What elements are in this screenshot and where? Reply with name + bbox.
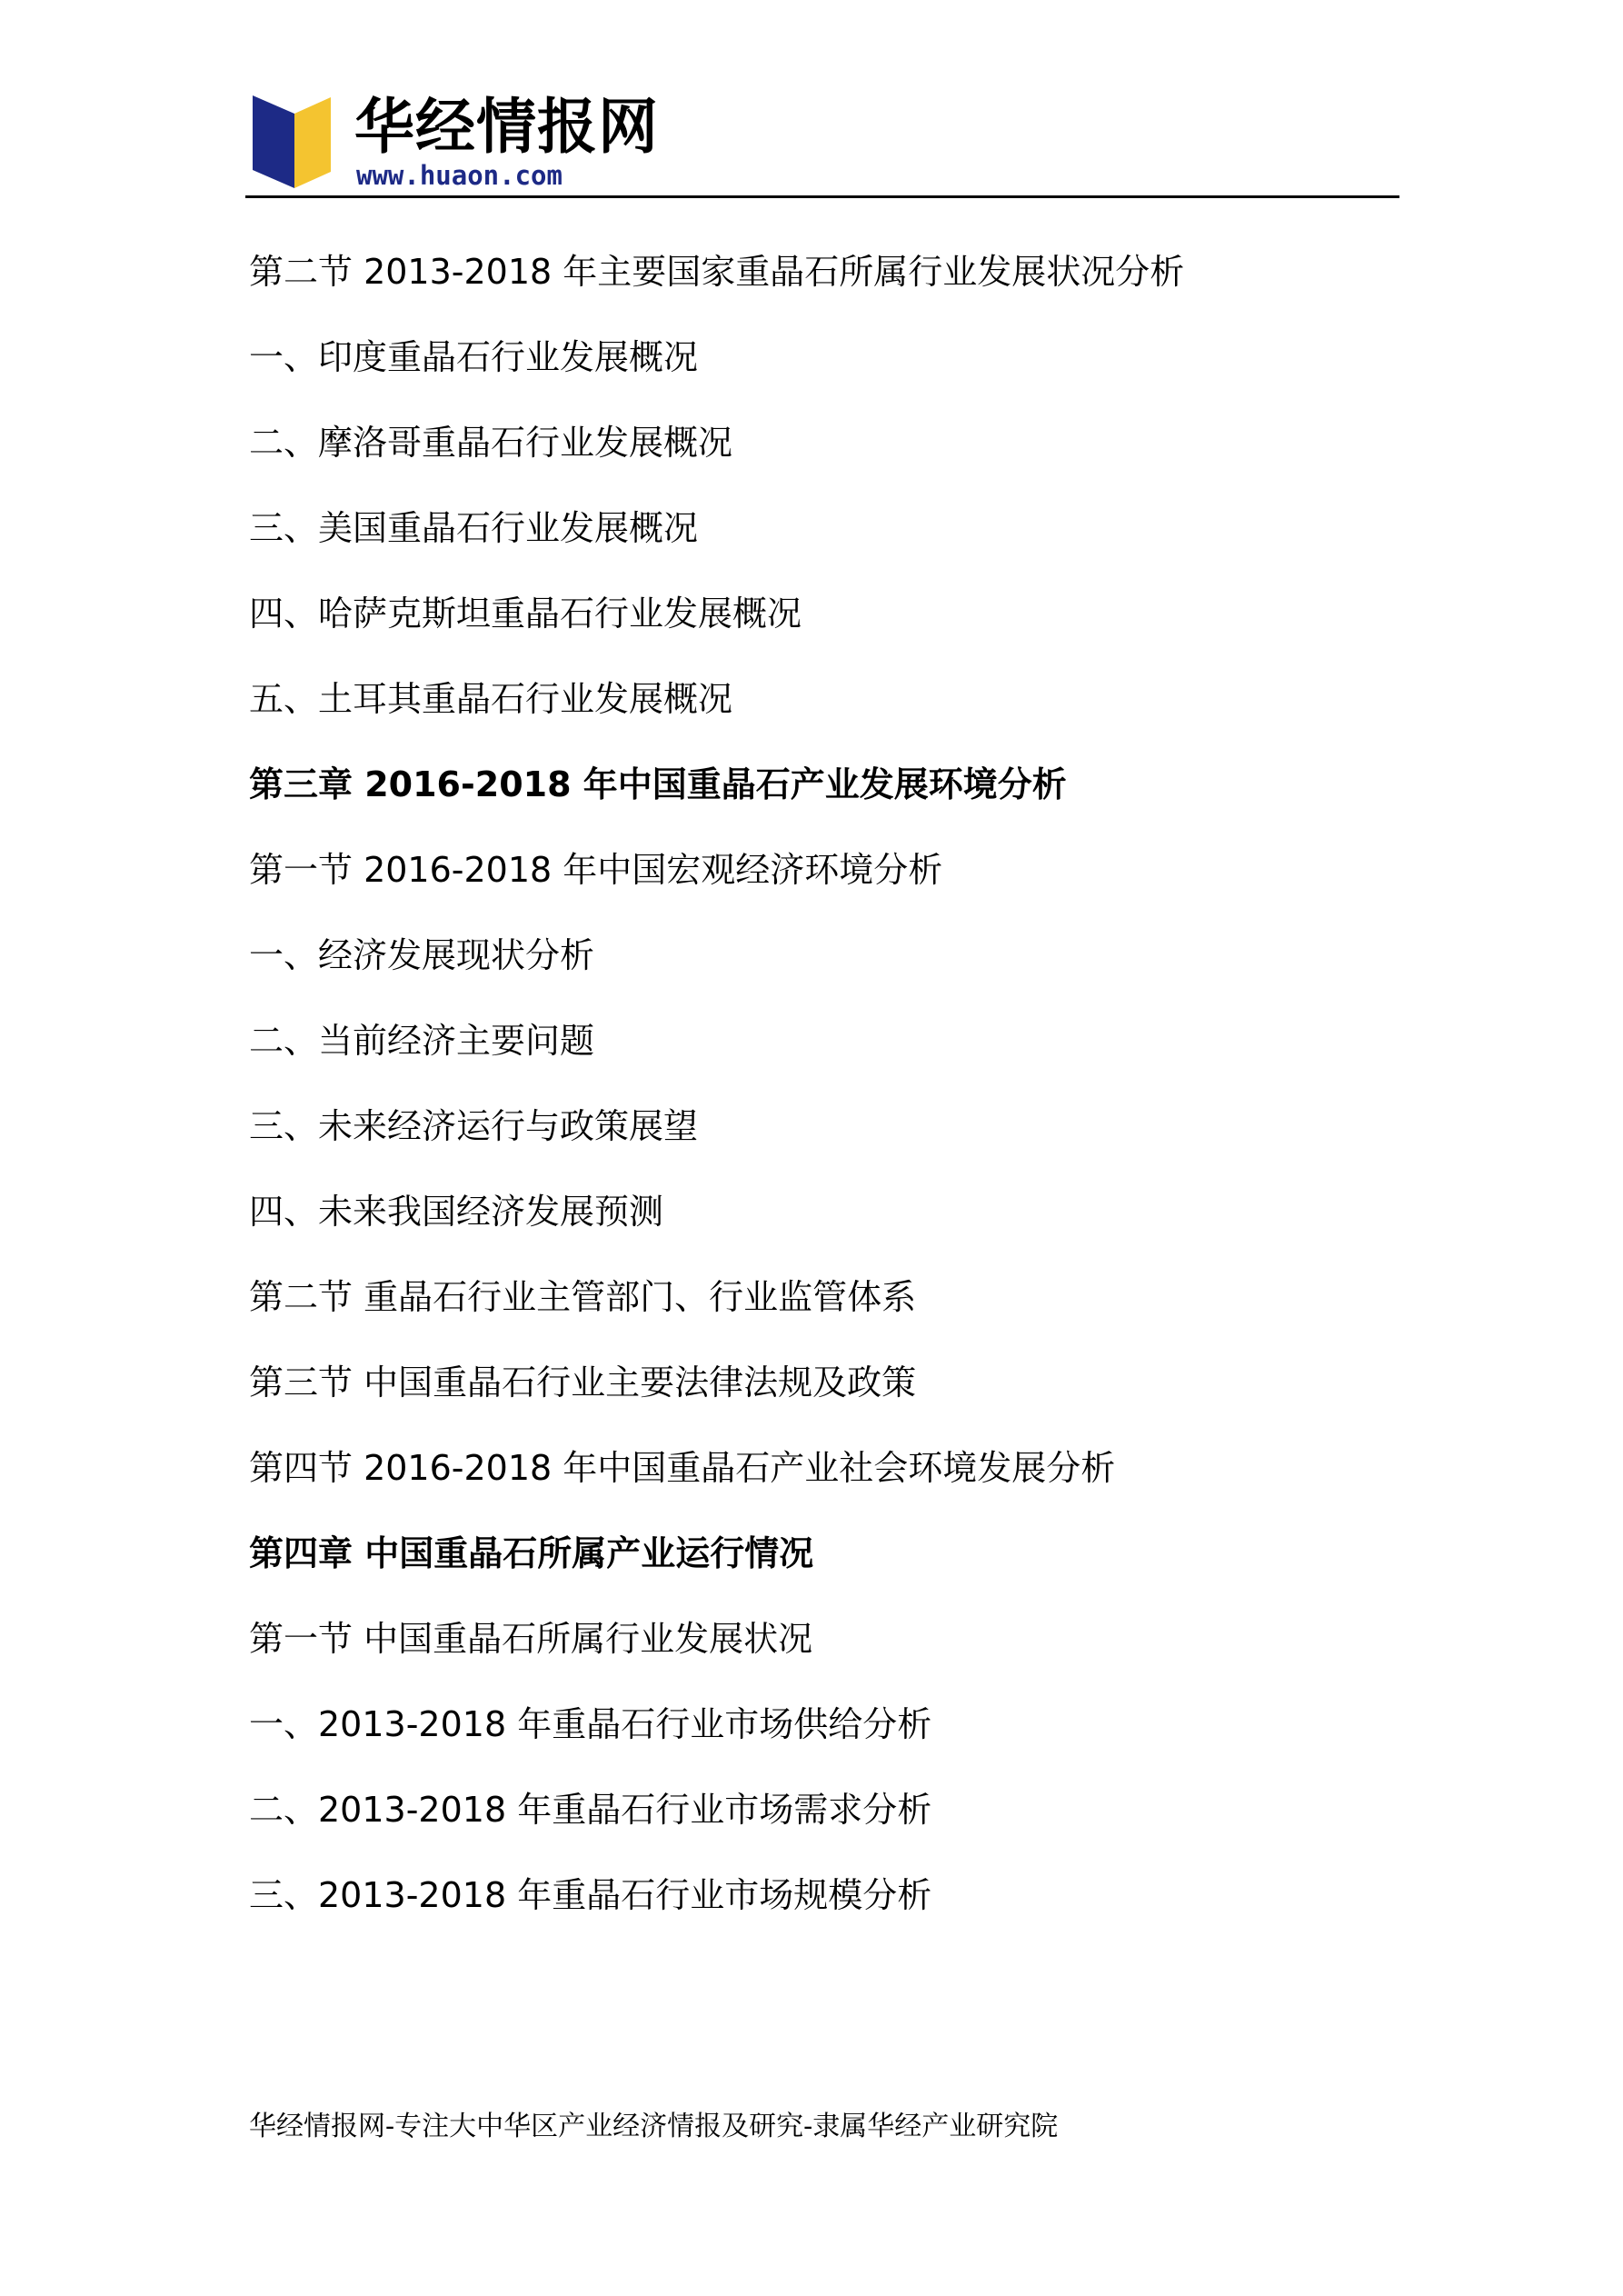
brand-name: 华经情报网 <box>354 91 659 162</box>
toc-item-line: 一、印度重晶石行业发展概况 <box>249 337 699 377</box>
toc-item-line: 五、土耳其重晶石行业发展概况 <box>249 679 733 719</box>
toc-section-line: 第二节 重晶石行业主管部门、行业监管体系 <box>249 1277 917 1317</box>
table-of-contents <box>249 247 1394 1956</box>
toc-section-line: 第四节 2016-2018 年中国重晶石产业社会环境发展分析 <box>249 1448 1116 1488</box>
toc-section-line: 第一节 2016-2018 年中国宏观经济环境分析 <box>249 850 943 890</box>
toc-item-line: 四、未来我国经济发展预测 <box>249 1192 664 1232</box>
toc-item-line: 二、2013-2018 年重晶石行业市场需求分析 <box>249 1790 932 1830</box>
toc-item-line: 一、2013-2018 年重晶石行业市场供给分析 <box>249 1704 932 1744</box>
brand-url[interactable]: www.huaon.com <box>356 160 563 191</box>
toc-chapter-heading: 第三章 2016-2018 年中国重晶石产业发展环境分析 <box>249 764 1067 804</box>
toc-item-line: 三、2013-2018 年重晶石行业市场规模分析 <box>249 1875 932 1915</box>
toc-item-line: 四、哈萨克斯坦重晶石行业发展概况 <box>249 594 802 634</box>
toc-section-line: 第二节 2013-2018 年主要国家重晶石所属行业发展状况分析 <box>249 252 1185 292</box>
toc-item-line: 三、未来经济运行与政策展望 <box>249 1106 699 1146</box>
toc-item-line: 二、当前经济主要问题 <box>249 1021 595 1061</box>
toc-section-line: 第一节 中国重晶石所属行业发展状况 <box>249 1619 813 1659</box>
book-logo-icon <box>253 95 331 188</box>
toc-item-line: 二、摩洛哥重晶石行业发展概况 <box>249 423 733 463</box>
page-header <box>247 86 1399 195</box>
toc-item-line: 一、经济发展现状分析 <box>249 935 595 975</box>
toc-section-line: 第三节 中国重晶石行业主要法律法规及政策 <box>249 1363 917 1403</box>
header-divider <box>245 195 1399 198</box>
toc-chapter-heading: 第四章 中国重晶石所属产业运行情况 <box>249 1533 814 1573</box>
page-footer: 华经情报网-专注大中华区产业经济情报及研究-隶属华经产业研究院 <box>249 2111 1059 2142</box>
toc-item-line: 三、美国重晶石行业发展概况 <box>249 508 699 548</box>
